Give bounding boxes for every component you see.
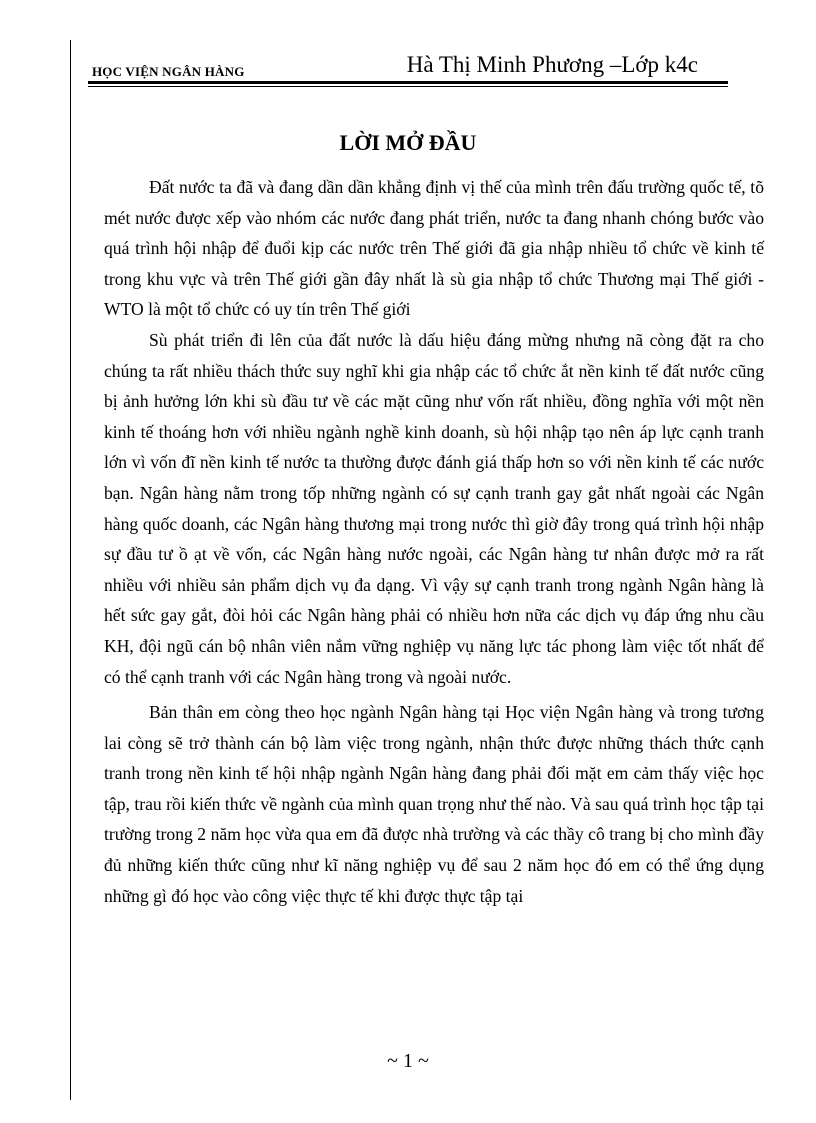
document-title: LỜI MỞ ĐẦU [339,130,477,155]
page-number: ~ 1 ~ [387,1050,429,1072]
header-institution: HỌC VIỆN NGÂN HÀNG [92,64,245,79]
header-author-class: Hà Thị Minh Phương –Lớp k4c [406,52,698,77]
left-margin-rule [70,40,71,1100]
page-header [88,50,728,84]
document-body [104,172,764,911]
header-rule-thick [88,81,728,84]
paragraph-2: Sù phát triển đi lên của đất nước là dấu hiệu đáng mừng nhưng nã còng đặt ra cho chúng ta rất nhiều thách thức suy nghĩ khi gia nhập các tổ chức ắt nền kinh tế đất nước cũng bị ảnh hưởng lớn khi sù đầu tư về các mặt cũng như vốn rất nhiều, đồng nghĩa với một nền kinh tế thoáng hơn với nhiều ngành nghề kinh doanh, sù hội nhập tạo nên áp lực cạnh tranh lớn vì vốn đĩ nền kinh tế nước ta thường được đánh giá thấp hơn so với nền kinh tế các nước bạn. Ngân hàng nằm trong tốp những ngành có sự cạnh tranh gay gắt nhất ngoài các Ngân hàng quốc doanh, các Ngân hàng thương mại trong nước thì giờ đây trong quá trình hội nhập sự đầu tư ồ ạt về vốn, các Ngân hàng nước ngoài, các Ngân hàng tư nhân được mở ra rất nhiều với nhiều sản phẩm dịch vụ đa dạng. Vì vậy sự cạnh tranh trong ngành Ngân hàng là hết sức gay gắt, đòi hỏi các Ngân hàng phải có nhiều hơn nữa các dịch vụ đáp ứng nhu cầu KH, đội ngũ cán bộ nhân viên nắm vững nghiệp vụ năng lực tác phong làm việc tốt nhất để có thể cạnh tranh với các Ngân hàng trong và ngoài nước. [104,329,764,687]
paragraph-1: Đất nước ta đã và đang dần dần khẳng định vị thế của mình trên đấu trường quốc tế, tõ mét nước được xếp vào nhóm các nước đang phát triển, nước ta đang nhanh chóng bước vào quá trình hội nhập để đuổi kịp các nước trên Thế giới đã gia nhập nhiều tổ chức về kinh tế trong khu vực và trên Thế giới gần đây nhất là sù gia nhập tổ chức Thương mại Thế giới - WTO là một tổ chức có uy tín trên Thế giới [104,177,764,320]
header-rule-thin [88,86,728,87]
paragraph-3: Bản thân em còng theo học ngành Ngân hàng tại Học viện Ngân hàng và trong tương lai còng sẽ trở thành cán bộ làm việc trong ngành, nhận thức được những thách thức cạnh tranh trong nền kinh tế hội nhập ngành Ngân hàng đang phải đối mặt em cảm thấy việc học tập, trau rồi kiến thức về ngành của mình quan trọng như thế nào. Và sau quá trình học tập tại trường trong 2 năm học vừa qua em đã được nhà trường và các thầy cô trang bị cho mình đầy đủ những kiến thức cũng như kĩ năng nghiệp vụ để sau 2 năm học đó em có thể ứng dụng những gì đó học vào công việc thực tế khi được thực tập tại [104,702,764,906]
